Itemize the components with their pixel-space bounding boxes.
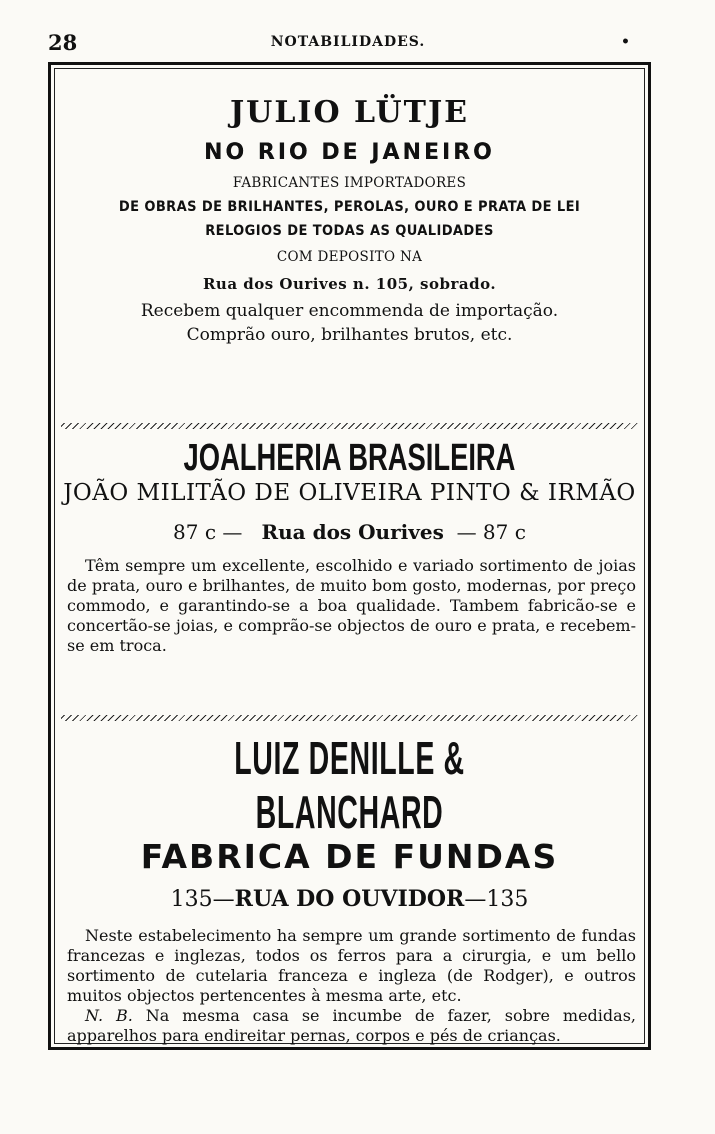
ad1-text1: Recebem qualquer encommenda de importação. [140, 301, 559, 321]
running-title: NOTABILIDADES. [270, 34, 426, 50]
ad2-number-right: — 87 c [456, 520, 526, 544]
advertisement-frame [48, 62, 651, 1050]
ad1-address: Rua dos Ourives n. 105, sobrado. [202, 275, 497, 293]
ad2-body: Têm sempre um excellente, escolhido e variado sortimento de joias de prata, ouro e brilhantes, de muito bom gosto, modernas, por preço commodo, e garantindo-se a boa qualidade. Tambem fabricão-se e concertão-se joias, e comprão-se objectos de ouro e prata, e recebem-se em troca. [67, 556, 636, 655]
ad1-city: NO RIO DE JANEIRO [204, 140, 495, 165]
ad3-street: RUA DO OUVIDOR [234, 886, 465, 912]
ad-denille-blanchard [63, 731, 636, 1045]
running-head [48, 30, 648, 54]
ad1-line3: RELOGIOS DE TODAS AS QUALIDADES [205, 223, 494, 239]
ad3-address [63, 886, 636, 912]
ad2-title: JOALHERIA BRASILEIRA [183, 437, 516, 479]
printer-mark: • [621, 34, 630, 50]
ad3-subtitle: FABRICA DE FUNDAS [140, 837, 559, 876]
ad1-line4: COM DEPOSITO NA [276, 249, 423, 265]
page-number: 28 [48, 30, 78, 55]
ad3-title: LUIZ DENILLE & BLANCHARD [234, 732, 465, 838]
ad-joalheria-brasileira [63, 437, 636, 717]
ad2-number-left: 87 c — [173, 520, 243, 544]
ad3-body: Neste estabelecimento ha sempre um grande sortimento de fundas francezas e inglezas, todos os ferros para a cirurgia, e um bello sortimento de cutelaria franceza e ingleza (de Rodger), e outros muitos objectos pertencentes à mesma arte, etc. [67, 926, 636, 1005]
wavy-divider-2 [61, 715, 638, 721]
ad3-nb-label: N. B. [85, 1006, 133, 1025]
ad-julio-lutje [63, 93, 636, 423]
ad2-street: Rua dos Ourives [261, 520, 444, 544]
ad3-number-right: —135 [464, 887, 529, 912]
ad1-name: JULIO LÜTJE [229, 95, 470, 130]
ad3-note [63, 1006, 636, 1046]
ad3-number-left: 135— [170, 887, 235, 912]
ad1-line2: DE OBRAS DE BRILHANTES, PEROLAS, OURO E PRATA DE LEI [118, 199, 581, 215]
wavy-divider-1 [61, 423, 638, 429]
ad1-text2: Comprão ouro, brilhantes brutos, etc. [186, 325, 513, 345]
ad2-firm: JOÃO MILITÃO DE OLIVEIRA PINTO & IRMÃO [63, 480, 636, 506]
ad3-nb-text: Na mesma casa se incumbe de fazer, sobre medidas, apparelhos para endireitar pernas, corpos e pés de crianças. [67, 1006, 636, 1045]
ad1-line1: FABRICANTES IMPORTADORES [232, 175, 467, 191]
ad2-address [63, 520, 636, 544]
